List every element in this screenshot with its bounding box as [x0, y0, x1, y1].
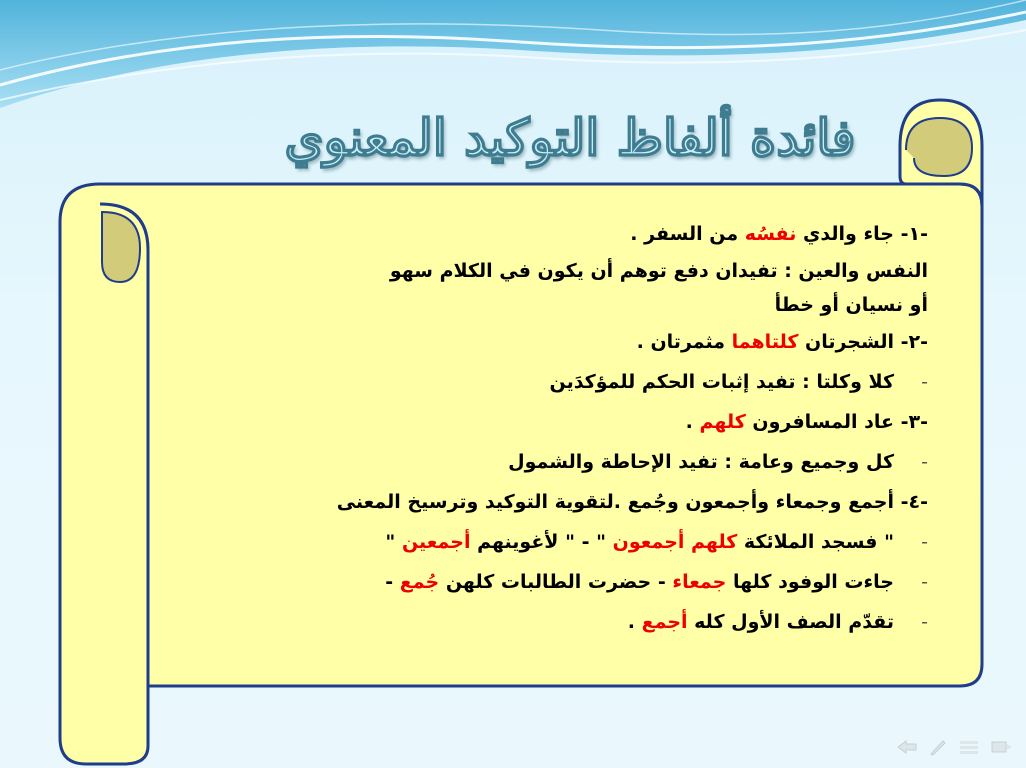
bullet-dash: - [921, 531, 928, 553]
highlighted-word: كلهم أجمعون [612, 531, 738, 553]
line-text: -١- جاء والدي [796, 223, 928, 245]
line-text: -٤- أجمع وجمعاء وأجمعون وجُمع .لتقوية التوكيد وترسيخ المعنى [336, 491, 928, 513]
line-text: من السفر . [630, 223, 745, 245]
content-line [180, 442, 928, 482]
highlighted-word: أجمعين [401, 531, 471, 553]
bullet-dash: - [921, 611, 928, 633]
line-text: " [385, 531, 402, 553]
content-line [180, 522, 928, 562]
highlighted-word: كلتاهما [731, 331, 799, 353]
bullet-dash: - [921, 451, 928, 473]
content-line [180, 322, 928, 362]
line-text: - [385, 571, 400, 593]
slide-navigation [896, 736, 1014, 758]
highlighted-word: كلهم [699, 411, 746, 433]
line-text: . [685, 411, 700, 433]
content-line [180, 482, 928, 522]
content-line [180, 214, 928, 254]
line-text: كل وجميع وعامة : تفيد الإحاطة والشمول [508, 451, 894, 473]
highlighted-word: جُمع [399, 571, 440, 593]
line-text: " فسجد الملائكة [737, 531, 894, 553]
pen-icon[interactable] [928, 738, 948, 756]
line-text: -٣- عاد المسافرون [745, 411, 928, 433]
content-line [180, 602, 928, 642]
content-line [180, 362, 928, 402]
slide-title: فائدة ألفاظ التوكيد المعنوي [284, 108, 856, 167]
content-line [180, 402, 928, 442]
highlighted-word: نفسُه [744, 223, 797, 245]
content-line [180, 254, 928, 288]
line-text: " - " لأغوينهم [470, 531, 613, 553]
highlighted-word: جمعاء [672, 571, 727, 593]
slides-icon[interactable] [990, 739, 1014, 755]
line-text: - حضرت الطالبات كلهن [439, 571, 673, 593]
line-text: أو نسيان أو خطأ [774, 294, 928, 316]
menu-icon[interactable] [958, 739, 980, 755]
arrow-left-icon[interactable] [896, 739, 918, 755]
bullet-dash: - [921, 571, 928, 593]
content-line [180, 288, 928, 322]
line-text: كلا وكلتا : تفيد إثبات الحكم للمؤكدَين [549, 371, 894, 393]
line-text: جاءت الوفود كلها [726, 571, 894, 593]
highlighted-word: أجمع [641, 611, 688, 633]
line-text: -٢- الشجرتان [798, 331, 928, 353]
line-text: . [627, 611, 642, 633]
bullet-dash: - [921, 371, 928, 393]
content-line [180, 562, 928, 602]
line-text: تقدّم الصف الأول كله [687, 611, 894, 633]
line-text: مثمرتان . [636, 331, 732, 353]
line-text: النفس والعين : تفيدان دفع توهم أن يكون في الكلام سهو [389, 260, 928, 282]
slide-content [180, 214, 928, 642]
